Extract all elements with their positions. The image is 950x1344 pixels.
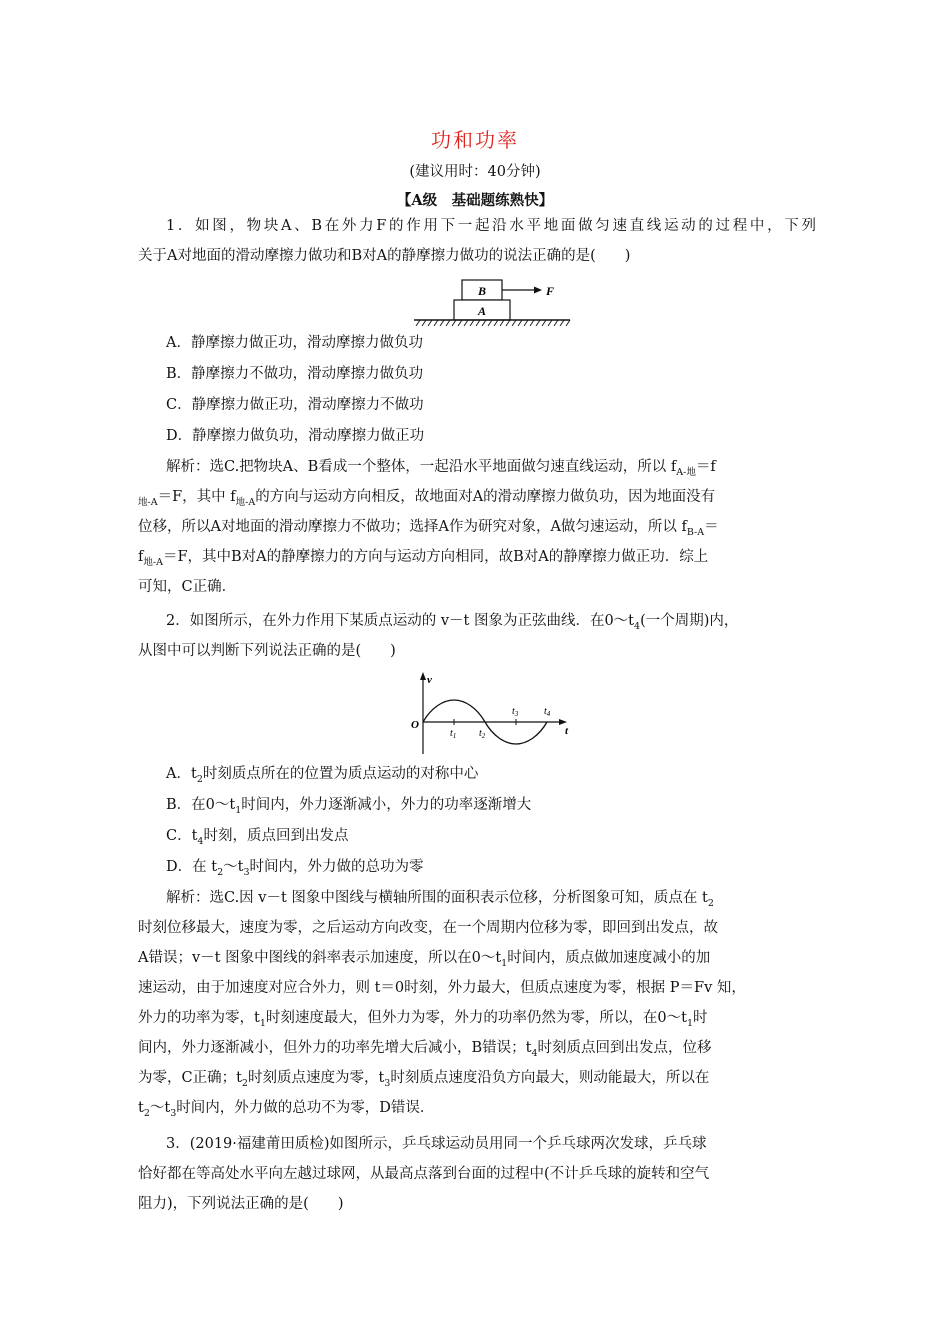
v-axis-arrow bbox=[420, 672, 426, 680]
page-title: 功和功率 bbox=[431, 128, 519, 152]
label-b: B bbox=[477, 284, 487, 298]
q2-answer-line-6: 间内，外力逐渐减小，但外力的功率先增大后减小，B错误；$t_4$时刻质点回到出发点，位移 bbox=[138, 1040, 712, 1059]
ground-hatching bbox=[416, 320, 570, 326]
q2-answer-line-5: 外力的功率为零，$t_1$时刻速度最大，但外力为零，外力的功率仍然为零，所以，在$0\sim t_1$时 bbox=[138, 1010, 708, 1029]
q1-stem-line-2: 关于A对地面的滑动摩擦力做功和B对A的静摩擦力做功的说法正确的是( ) bbox=[138, 248, 631, 264]
q2-option-d: D．在 $t_2\sim t_3$时间内，外力做的总功为零 bbox=[166, 859, 424, 878]
label-v: v bbox=[427, 674, 432, 686]
label-a: A bbox=[477, 304, 487, 318]
q1-option-b: B．静摩擦力不做功，滑动摩擦力做负功 bbox=[166, 366, 424, 382]
section-level-heading: 【A级 基础题练熟快】 bbox=[396, 192, 554, 209]
q2-vt-graph bbox=[405, 670, 577, 758]
q3-stem-line-3: 阻力)，下列说法正确的是( ) bbox=[138, 1196, 344, 1212]
label-f: F bbox=[546, 284, 555, 298]
q2-answer-line-7: 为零，C正确；$t_2$时刻质点速度为零，$t_3$时刻质点速度沿负方向最大，则动能最大，所以在 bbox=[138, 1070, 710, 1089]
q2-stem-line-2: 从图中可以判断下列说法正确的是( ) bbox=[138, 643, 396, 659]
q2-answer-line-4: 速运动，由于加速度对应合外力，则 t＝0时刻，外力最大，但质点速度为零，根据 P＝Fv 知， bbox=[138, 980, 746, 996]
q3-stem-line-1: 3．(2019·福建莆田质检)如图所示，乒乓球运动员用同一个乒乓球两次发球，乒乓球 bbox=[166, 1136, 707, 1152]
q1-answer-line-5: 可知，C正确． bbox=[138, 579, 237, 595]
label-t3: $t_3$ bbox=[512, 706, 519, 718]
label-t: t bbox=[565, 725, 569, 737]
q1-answer-line-2: $_{地-A}$＝F，其中 $f_{地-A}$的方向与运动方向相反，故地面对A的滑动摩擦力做负功，因为地面没有 bbox=[138, 489, 716, 508]
label-t1: $t_1$ bbox=[450, 728, 457, 740]
label-t2: $t_2$ bbox=[479, 728, 486, 740]
label-origin: O bbox=[411, 719, 419, 731]
q1-answer-line-3: 位移，所以A对地面的滑动摩擦力不做功；选择A作为研究对象，A做匀速运动，所以 $f_{B-A}=$ bbox=[138, 519, 719, 538]
q1-blocks-figure bbox=[410, 274, 575, 328]
q1-option-c: C．静摩擦力做正功，滑动摩擦力不做功 bbox=[166, 397, 424, 413]
q3-stem-line-2: 恰好都在等高处水平向左越过球网，从最高点落到台面的过程中(不计乒乓球的旋转和空气 bbox=[138, 1166, 710, 1182]
force-arrowhead bbox=[534, 287, 542, 294]
q1-option-a: A．静摩擦力做正功，滑动摩擦力做负功 bbox=[166, 335, 423, 351]
q2-option-c: C．$t_4$时刻，质点回到出发点 bbox=[166, 828, 349, 847]
q2-answer-line-3: A错误；v－t 图象中图线的斜率表示加速度，所以在$0\sim t_1$时间内，质点做加速度减小的加 bbox=[138, 950, 711, 969]
q1-option-d: D．静摩擦力做负功，滑动摩擦力做正功 bbox=[166, 428, 425, 444]
q2-option-a: A．$t_2$时刻质点所在的位置为质点运动的对称中心 bbox=[166, 766, 479, 785]
q1-answer-line-1: 解析：选C.把物块A、B看成一个整体，一起沿水平地面做匀速直线运动，所以 $f_{A-地}=f$ bbox=[166, 459, 716, 478]
q1-answer-line-4: $f_{地-A}=F$，其中B对A的静摩擦力的方向与运动方向相同，故B对A的静摩擦力做正功．综上 bbox=[138, 549, 709, 568]
q2-answer-line-2: 时刻位移最大，速度为零，之后运动方向改变，在一个周期内位移为零，即回到出发点，故 bbox=[138, 920, 718, 936]
q2-answer-line-1: 解析：选C.因 v－t 图象中图线与横轴所围的面积表示位移，分析图象可知，质点在 $t_2$ bbox=[166, 890, 714, 909]
q2-option-b: B．在$0\sim t_1$时间内，外力逐渐减小，外力的功率逐渐增大 bbox=[166, 797, 532, 816]
q2-stem-line-1: 2．如图所示，在外力作用下某质点运动的 v－t 图象为正弦曲线．在$0\sim t_4$(一个周期)内， bbox=[166, 613, 739, 632]
q1-stem-line-1: 1．如图，物块A、B在外力F的作用下一起沿水平地面做匀速直线运动的过程中，下列 bbox=[166, 218, 816, 234]
suggested-time: (建议用时：40分钟) bbox=[409, 164, 541, 180]
label-t4: $t_4$ bbox=[544, 706, 551, 718]
q2-answer-line-8: $t_2\sim t_3$时间内，外力做的总功不为零，D错误． bbox=[138, 1100, 435, 1119]
